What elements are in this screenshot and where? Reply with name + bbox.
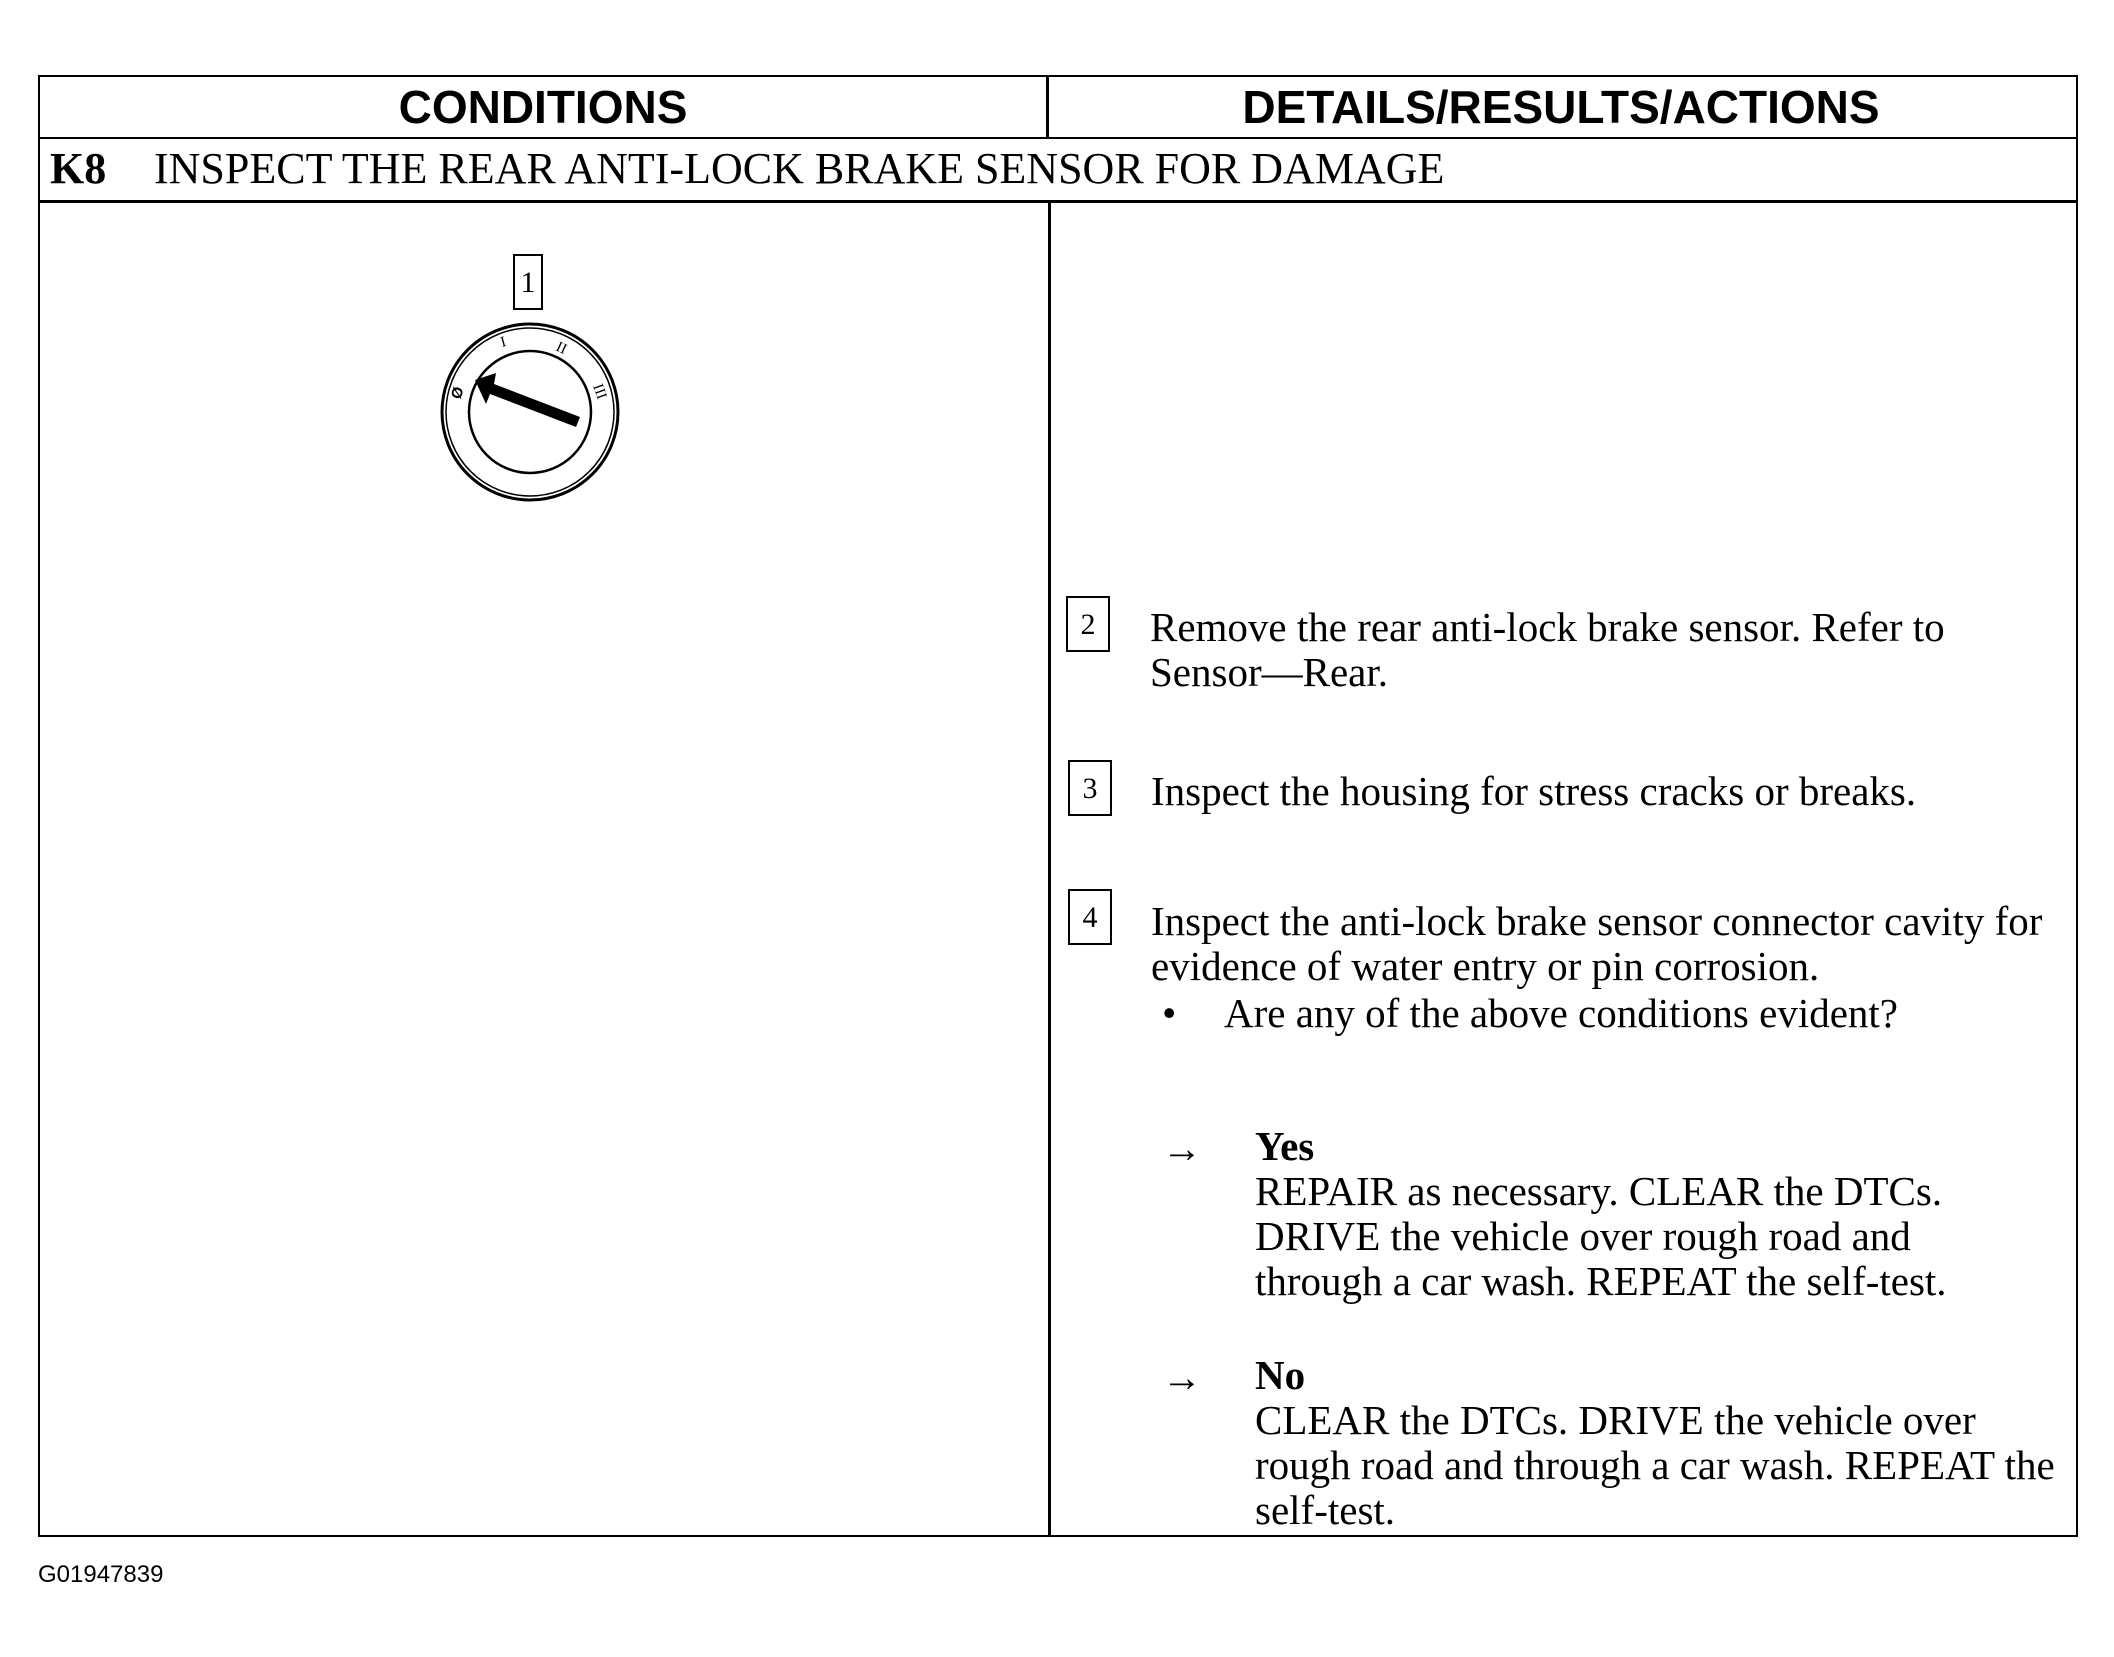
switch-position-3: III xyxy=(589,381,610,402)
switch-position-2: II xyxy=(553,339,570,358)
step-box-3: 3 xyxy=(1068,760,1112,816)
action-text-3: Inspect the housing for stress cracks or breaks. xyxy=(1151,768,1917,814)
step-box-2: 2 xyxy=(1066,596,1110,652)
ignition-switch-icon xyxy=(440,322,620,502)
conditions-heading: CONDITIONS xyxy=(398,81,688,133)
step-title-row xyxy=(40,139,2076,203)
action-text-2: Remove the rear anti-lock brake sensor. Refer to Sensor—Rear. xyxy=(1150,604,1945,695)
callout-1: 1 xyxy=(513,254,543,310)
table-header xyxy=(40,77,2076,139)
action-text-4: Inspect the anti-lock brake sensor connector cavity for evidence of water entry or pin corrosion. xyxy=(1151,898,2043,989)
switch-position-1: I xyxy=(498,334,508,351)
column-divider xyxy=(1048,203,1051,1535)
figure-id: G01947839 xyxy=(38,1561,164,1588)
arrow-right-icon: → xyxy=(1162,1355,1202,1400)
arrow-right-icon: → xyxy=(1162,1126,1202,1171)
bullet-icon: • xyxy=(1162,990,1177,1036)
answer-no-text: CLEAR the DTCs. DRIVE the vehicle over rough road and through a car wash. REPEAT the self-test. xyxy=(1255,1397,2055,1533)
answer-yes-text: REPAIR as necessary. CLEAR the DTCs. DRIVE the vehicle over rough road and through a car wash. REPEAT the self-test. xyxy=(1255,1168,1947,1304)
step-box-4: 4 xyxy=(1068,889,1112,945)
procedure-table xyxy=(38,75,2078,1537)
question-text: Are any of the above conditions evident? xyxy=(1224,990,1898,1036)
details-heading: DETAILS/RESULTS/ACTIONS xyxy=(1242,81,1880,133)
key-pointer-arrow xyxy=(475,373,580,427)
answer-yes xyxy=(1255,1124,2045,1304)
answer-yes-label: Yes xyxy=(1255,1123,1315,1169)
answer-no-label: No xyxy=(1255,1352,1306,1398)
answer-no xyxy=(1255,1353,2055,1533)
step-title: INSPECT THE REAR ANTI-LOCK BRAKE SENSOR FOR DAMAGE xyxy=(154,144,1445,193)
switch-position-0: Ø xyxy=(447,384,468,402)
step-id: K8 xyxy=(50,144,107,193)
